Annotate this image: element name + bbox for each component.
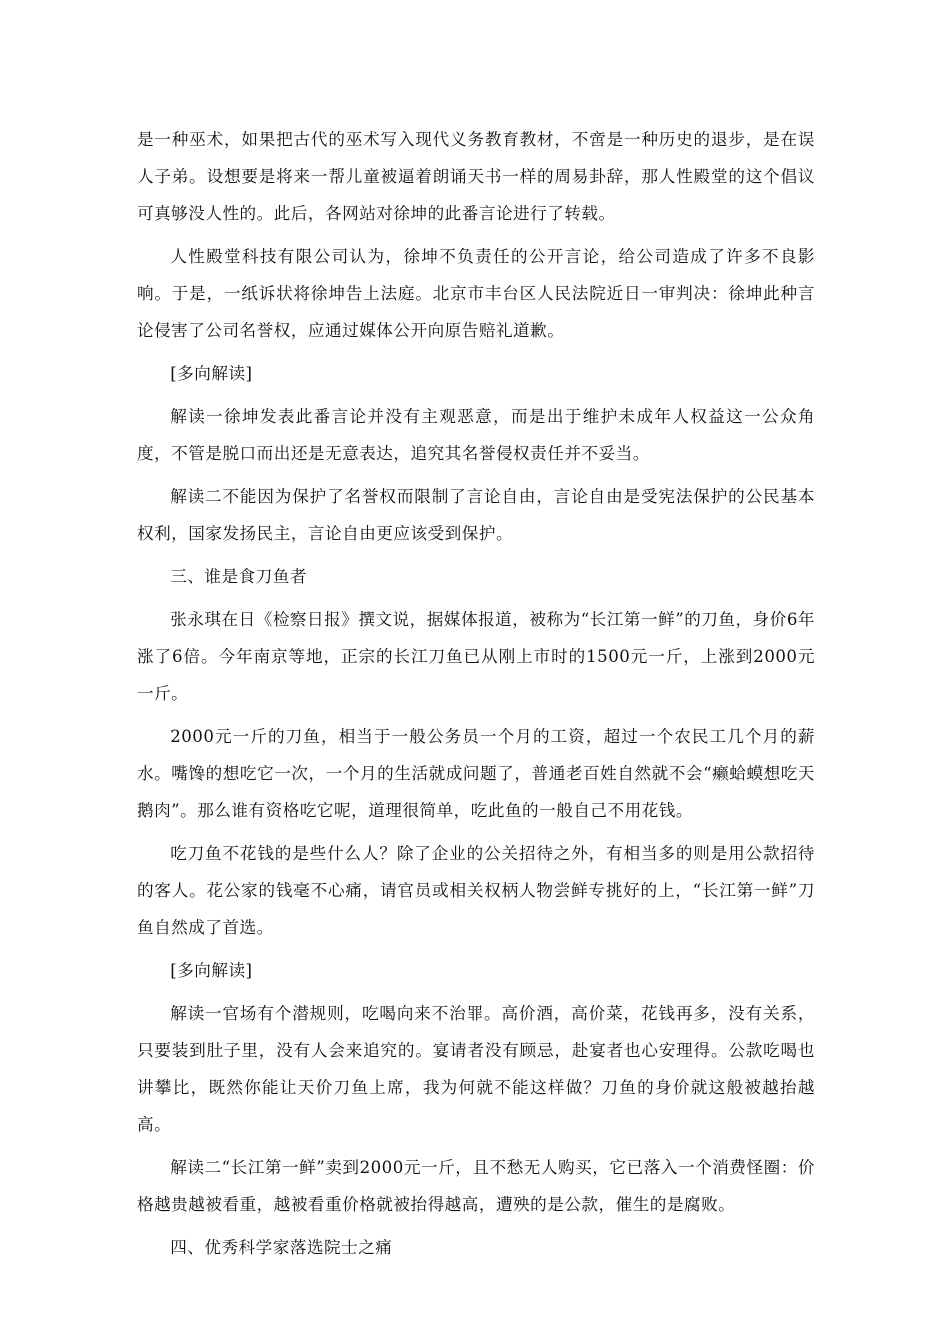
- paragraph-knifefish-price: 张永琪在日《检察日报》撰文说，据媒体报道，被称为“长江第一鲜”的刀鱼，身价6年涨了6倍。今年南京等地，正宗的长江刀鱼已从刚上市时的1500元一斤，上涨到2000元一斤。: [137, 610, 815, 703]
- paragraph-witchcraft-continuation: 是一种巫术，如果把古代的巫术写入现代义务教育教材，不啻是一种历史的退步，是在误人子弟。设想要是将来一帮儿童被逼着朗诵天书一样的周易卦辞，那人性殿堂的这个倡议可真够没人性的。此后，各网站对徐坤的此番言论进行了转载。: [137, 130, 815, 223]
- paragraph-reading-one: 解读一徐坤发表此番言论并没有主观恶意，而是出于维护未成年人权益这一公众角度，不管是脱口而出还是无意表达，追究其名誉侵权责任并不妥当。: [137, 407, 815, 463]
- section-label-multi-reading: [多向解读]: [170, 364, 253, 383]
- paragraph-knifefish-salary: 2000元一斤的刀鱼，相当于一般公务员一个月的工资，超过一个农民工几个月的薪水。嘴馋的想吃它一次，一个月的生活就成问题了，普通老百姓自然就不会“癞蛤蟆想吃天鹅肉”。那么谁有资格吃它呢，道理很简单，吃此鱼的一般自己不用花钱。: [137, 727, 815, 820]
- section-heading-four: 四、优秀科学家落选院士之痛: [170, 1238, 393, 1257]
- paragraph-reading-one-b: 解读一官场有个潜规则，吃喝向来不治罪。高价酒，高价菜，花钱再多，没有关系，只要装到肚子里，没有人会来追究的。宴请者没有顾忌，赴宴者也心安理得。公款吃喝也讲攀比，既然你能让天价刀鱼上席，我为何就不能这样做？刀鱼的身价就这般被越抬越高。: [137, 1004, 815, 1134]
- section-heading-three: 三、谁是食刀鱼者: [170, 567, 307, 586]
- paragraph-public-funds: 吃刀鱼不花钱的是些什么人？除了企业的公关招待之外，有相当多的则是用公款招待的客人。花公家的钱毫不心痛，请官员或相关权柄人物尝鲜专挑好的上，“长江第一鲜”刀鱼自然成了首选。: [137, 844, 815, 937]
- section-label-multi-reading-2: [多向解读]: [170, 961, 253, 980]
- paragraph-reading-two-b: 解读二“长江第一鲜”卖到2000元一斤，且不愁无人购买，它已落入一个消费怪圈：价格越贵越被看重，越被看重价格就被抬得越高，遭殃的是公款，催生的是腐败。: [137, 1158, 815, 1214]
- paragraph-reading-two: 解读二不能因为保护了名誉权而限制了言论自由，言论自由是受宪法保护的公民基本权利，国家发扬民主，言论自由更应该受到保护。: [137, 487, 815, 543]
- paragraph-lawsuit: 人性殿堂科技有限公司认为，徐坤不负责任的公开言论，给公司造成了许多不良影响。于是，一纸诉状将徐坤告上法庭。北京市丰台区人民法院近日一审判决：徐坤此种言论侵害了公司名誉权，应通过媒体公开向原告赔礼道歉。: [137, 247, 815, 340]
- document-body: [137, 121, 815, 1272]
